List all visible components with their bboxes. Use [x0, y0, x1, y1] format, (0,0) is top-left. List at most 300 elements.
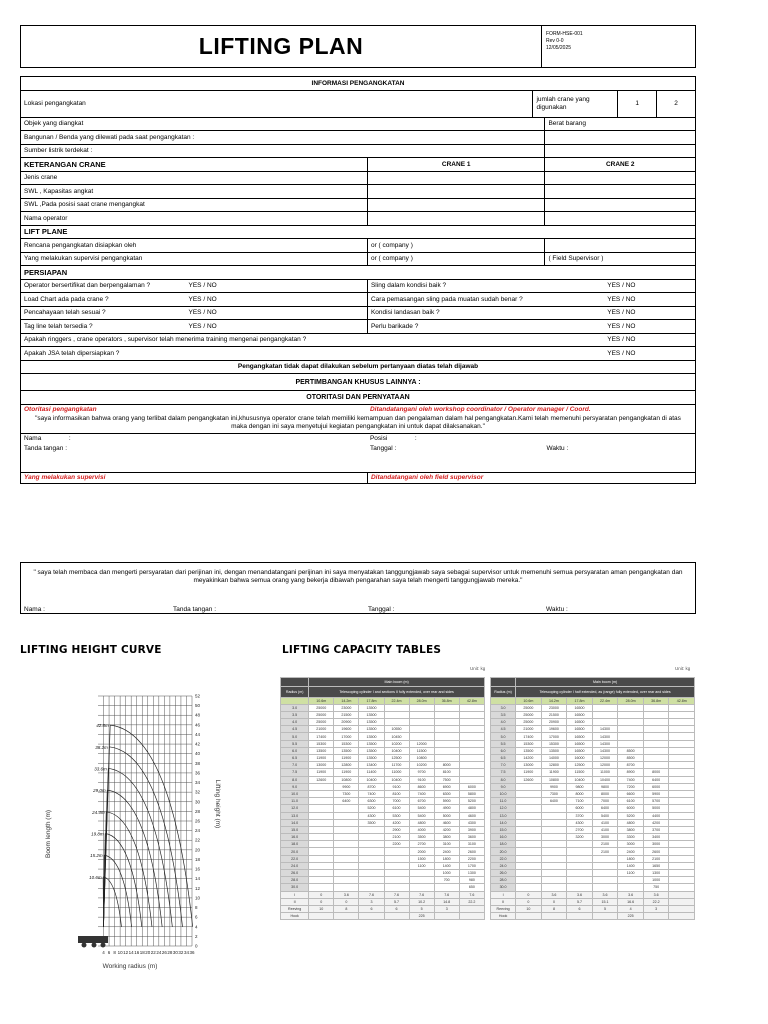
y-tick-label: 26 — [195, 818, 201, 824]
left-footer-cell: 8 — [334, 905, 359, 912]
boom-length-mark: 19.8m — [91, 831, 104, 837]
x-tick-label: 20 — [145, 950, 151, 955]
right-capacity-cell — [567, 848, 593, 855]
pernyataan-row — [21, 414, 695, 434]
right-capacity-cell: 7200 — [618, 783, 644, 790]
left-capacity-cell: 11000 — [384, 769, 409, 776]
left-capacity-cell: 1300 — [459, 870, 484, 877]
left-capacity-cell — [309, 841, 334, 848]
right-capacity-cell: 16500 — [567, 726, 593, 733]
y-tick-label: 44 — [195, 731, 201, 737]
left-footer-cell: 0 — [334, 898, 359, 905]
left-capacity-cell — [384, 711, 409, 718]
left-capacity-cell: 1500 — [409, 855, 434, 862]
right-capacity-cell — [516, 841, 542, 848]
right-capacity-cell: 8900 — [618, 769, 644, 776]
x-tick-label: 10 — [117, 950, 123, 955]
left-capacity-cell: 6400 — [334, 798, 359, 805]
x-tick-label: 6 — [107, 950, 111, 955]
q-sling: Sling dalam kondisi baik ? — [367, 280, 604, 293]
y-tick-label: 2 — [195, 933, 198, 939]
left-capacity-cell — [434, 711, 459, 718]
right-radius-cell: 4.5 — [491, 726, 516, 733]
q-jsa-answer[interactable]: YES / NO — [607, 349, 636, 357]
right-capacity-cell: 1100 — [618, 870, 644, 877]
left-footer-cell — [384, 913, 409, 920]
right-footer-cell: 22.2 — [643, 898, 669, 905]
right-table-row — [491, 719, 695, 726]
left-footer-cell: 6 — [359, 905, 384, 912]
lokasi-field[interactable]: Lokasi pengangkatan — [24, 100, 86, 107]
left-capacity-cell — [459, 733, 484, 740]
right-capacity-cell — [592, 711, 618, 718]
tanda-tangan-label[interactable]: Tanda tangan : — [24, 444, 68, 452]
form-number: FORM-HSE-001 — [546, 31, 583, 37]
left-capacity-cell — [334, 862, 359, 869]
right-boom-length-2: 17.8m — [567, 697, 593, 704]
left-capacity-cell — [309, 819, 334, 826]
left-capacity-cell — [309, 884, 334, 891]
left-capacity-cell: 10450 — [384, 733, 409, 740]
left-capacity-cell: 7400 — [359, 790, 384, 797]
right-capacity-cell — [643, 740, 669, 747]
x-tick-label: 8 — [113, 950, 116, 955]
right-footer-cell: Hook — [491, 913, 516, 920]
left-capacity-cell: 12800 — [334, 762, 359, 769]
right-footer-cell: 3.6 — [541, 891, 567, 898]
right-footer-cell — [669, 913, 695, 920]
bangunan-field[interactable]: Bangunan / Benda yang dilewati pada saat pengangkatan : — [24, 133, 195, 141]
supervisi-company[interactable]: or ( company ) — [367, 253, 544, 266]
right-capacity-cell: 9900 — [541, 783, 567, 790]
right-capacity-cell — [541, 855, 567, 862]
left-capacity-cell — [384, 884, 409, 891]
otoritasi-heading: OTORITASI DAN PERNYATAAN — [306, 393, 410, 401]
left-capacity-cell — [409, 884, 434, 891]
left-capacity-cell: 3100 — [434, 841, 459, 848]
left-boom-corner — [281, 697, 309, 704]
left-capacity-cell: 3500 — [359, 819, 384, 826]
right-capacity-cell — [618, 726, 644, 733]
boom-arc — [107, 790, 162, 927]
left-capacity-cell: 980 — [459, 877, 484, 884]
left-capacity-cell — [384, 862, 409, 869]
left-capacity-cell — [409, 726, 434, 733]
left-capacity-cell: 10550 — [384, 726, 409, 733]
rencana-extra[interactable] — [544, 239, 695, 252]
operator-label: Nama operator — [24, 214, 68, 222]
left-capacity-cell — [434, 740, 459, 747]
right-capacity-cell — [567, 884, 593, 891]
left-capacity-cell — [359, 834, 384, 841]
jumlah-crane-1[interactable]: 1 — [617, 91, 656, 117]
left-capacity-cell — [334, 805, 359, 812]
right-boom-length-5: 36.8m — [643, 697, 669, 704]
left-capacity-cell: 2200 — [384, 841, 409, 848]
left-capacity-cell — [309, 805, 334, 812]
left-footer-cell: 7.6 — [434, 891, 459, 898]
left-capacity-cell — [334, 812, 359, 819]
decl-tanggal[interactable]: Tanggal : — [368, 606, 395, 613]
sumber-field[interactable]: Sumber listrik terdekat : — [24, 147, 93, 155]
left-radius-cell: 22.0 — [281, 855, 309, 862]
right-table-row — [491, 841, 695, 848]
right-capacity-cell — [669, 726, 695, 733]
right-capacity-cell: 5700 — [643, 798, 669, 805]
left-table-row — [281, 862, 485, 869]
right-capacity-cell: 13000 — [516, 762, 542, 769]
right-capacity-cell — [541, 841, 567, 848]
jenis-crane1[interactable] — [367, 172, 544, 185]
left-capacity-cell: 1400 — [434, 862, 459, 869]
right-band-label: Main boom (m) — [516, 678, 695, 687]
left-capacity-cell: 3800 — [434, 834, 459, 841]
left-capacity-cell — [384, 877, 409, 884]
left-radius-cell: 9.0 — [281, 783, 309, 790]
keterangan-crane-row — [21, 158, 695, 172]
rencana-row — [21, 239, 695, 253]
left-footer-row — [281, 913, 485, 920]
left-capacity-cell: 25000 — [309, 711, 334, 718]
left-capacity-cell: 17000 — [334, 733, 359, 740]
right-table-row — [491, 870, 695, 877]
right-unit: Unit: kg — [675, 666, 691, 671]
left-footer-row — [281, 898, 485, 905]
left-capacity-cell: 8600 — [409, 783, 434, 790]
boom-length-mark: 24.4m — [92, 809, 105, 815]
right-table-row — [491, 769, 695, 776]
crane1-heading: CRANE 1 — [367, 158, 544, 171]
right-capacity-cell: 5200 — [618, 812, 644, 819]
right-capacity-cell — [592, 877, 618, 884]
operator-row — [21, 212, 695, 226]
left-capacity-cell: 10800 — [334, 776, 359, 783]
right-capacity-cell — [516, 812, 542, 819]
jenis-row — [21, 172, 695, 186]
left-capacity-cell: 3600 — [459, 834, 484, 841]
lifting-height-axis-label: Lifting height (m) — [214, 779, 221, 829]
right-radius-cell: 3.0 — [491, 704, 516, 711]
check-row-3 — [21, 307, 695, 321]
q-training: Apakah ringgers , crane operators , supervisor telah menerima training mengenai pengangkatan ? — [24, 336, 307, 344]
left-capacity-cell — [459, 740, 484, 747]
check-row-6 — [21, 347, 695, 361]
left-capacity-cell: 21000 — [309, 726, 334, 733]
y-tick-label: 34 — [195, 780, 201, 786]
q-load-chart-answer[interactable]: YES / NO — [188, 295, 217, 303]
q-cara-sling-answer[interactable]: YES / NO — [607, 295, 636, 303]
rencana-company[interactable]: or ( company ) — [367, 239, 544, 252]
right-capacity-cell — [643, 704, 669, 711]
x-tick-label: 30 — [172, 950, 178, 955]
right-capacity-cell — [669, 834, 695, 841]
left-capacity-cell — [309, 812, 334, 819]
left-capacity-cell — [409, 704, 434, 711]
boom-length-mark: 29.0m — [93, 788, 106, 794]
right-capacity-cell: 9800 — [592, 783, 618, 790]
right-capacity-cell: 2700 — [567, 826, 593, 833]
y-tick-label: 6 — [195, 914, 198, 920]
right-capacity-cell — [669, 877, 695, 884]
left-capacity-cell: 4300 — [359, 812, 384, 819]
right-capacity-cell: 4200 — [643, 819, 669, 826]
right-capacity-cell — [669, 769, 695, 776]
right-capacity-cell — [643, 733, 669, 740]
x-tick-label: 32 — [178, 950, 184, 955]
left-table-row — [281, 711, 485, 718]
swl-posisi-row — [21, 199, 695, 213]
decl-waktu[interactable]: Waktu : — [546, 606, 568, 613]
right-capacity-cell: 4800 — [618, 819, 644, 826]
right-footer-cell: 3.6 — [643, 891, 669, 898]
right-capacity-cell — [618, 711, 644, 718]
right-capacity-cell: 14300 — [592, 740, 618, 747]
right-capacity-cell: 12000 — [592, 755, 618, 762]
right-capacity-cell: 3000 — [618, 841, 644, 848]
left-capacity-cell: 1700 — [459, 862, 484, 869]
right-footer-row — [491, 913, 695, 920]
right-boom-length-0: 10.6m — [516, 697, 542, 704]
left-capacity-cell: 7000 — [384, 798, 409, 805]
right-boom-length-3: 22.4m — [592, 697, 618, 704]
right-footer-row — [491, 891, 695, 898]
right-table-row — [491, 834, 695, 841]
objek-row — [21, 118, 695, 132]
right-capacity-cell: 2100 — [643, 855, 669, 862]
objek-field[interactable]: Objek yang diangkat — [24, 120, 84, 128]
right-footer-cell: 3 — [643, 905, 669, 912]
left-capacity-cell — [384, 704, 409, 711]
right-capacity-cell — [669, 762, 695, 769]
right-capacity-cell: 5000 — [643, 805, 669, 812]
left-footer-cell: II — [281, 898, 309, 905]
q-pencahayaan-answer[interactable]: YES / NO — [188, 309, 217, 317]
q-jsa: Apakah JSA telah dipersiapkan ? — [24, 349, 120, 357]
y-tick-label: 14 — [195, 876, 201, 882]
q-operator: Operator bersertifikat dan berpengalaman ? — [24, 282, 151, 290]
left-table-row — [281, 704, 485, 711]
right-table-row — [491, 755, 695, 762]
right-footer-cell — [592, 913, 618, 920]
right-capacity-cell: 6400 — [592, 805, 618, 812]
field-supervisor[interactable]: ( Field Supervisor ) — [544, 253, 695, 266]
rencana-label: Rencana pengangkatan disiapkan oleh — [24, 241, 137, 249]
left-capacity-cell — [409, 719, 434, 726]
boom-arc — [103, 877, 121, 927]
persiapan-heading: PERSIAPAN — [24, 267, 68, 277]
right-table-row — [491, 884, 695, 891]
left-capacity-cell: 6700 — [409, 798, 434, 805]
right-capacity-cell: 12000 — [592, 762, 618, 769]
berat-field[interactable]: Berat barang — [544, 118, 695, 131]
y-tick-label: 8 — [195, 905, 198, 911]
right-capacity-cell: 7000 — [592, 798, 618, 805]
right-footer-cell: 0 — [541, 898, 567, 905]
q-training-answer[interactable]: YES / NO — [607, 336, 636, 344]
right-footer-cell — [669, 905, 695, 912]
ditandatangani-workshop: Ditandatangani oleh workshop coordinator / Operator manager / Coord. — [369, 405, 591, 413]
operator-crane1[interactable] — [367, 212, 544, 225]
left-radius-cell: 26.0 — [281, 870, 309, 877]
lifting-plan-form — [20, 76, 696, 484]
lifting-height-curve-chart — [40, 684, 240, 974]
left-capacity-cell — [459, 719, 484, 726]
left-footer-cell — [309, 913, 334, 920]
left-capacity-cell — [359, 841, 384, 848]
left-table-row — [281, 870, 485, 877]
right-capacity-cell — [643, 726, 669, 733]
right-capacity-cell: 3400 — [643, 834, 669, 841]
left-footer-cell: 3 — [359, 898, 384, 905]
right-capacity-cell — [592, 884, 618, 891]
left-capacity-cell — [334, 884, 359, 891]
left-capacity-cell — [459, 755, 484, 762]
right-capacity-cell: 14000 — [541, 755, 567, 762]
right-capacity-cell: 10400 — [592, 776, 618, 783]
right-footer-cell: 10 — [516, 905, 542, 912]
y-tick-label: 22 — [195, 837, 201, 843]
swl-posisi-crane2[interactable] — [544, 199, 695, 212]
posisi-colon[interactable]: : — [414, 434, 417, 442]
left-capacity-cell — [434, 755, 459, 762]
right-radius-cell: 26.0 — [491, 870, 516, 877]
right-table-row — [491, 826, 695, 833]
right-capacity-cell — [618, 704, 644, 711]
left-footer-cell: 0 — [309, 891, 334, 898]
right-footer-row — [491, 905, 695, 912]
left-boom-length-0: 10.6m — [309, 697, 334, 704]
jenis-crane2[interactable] — [544, 172, 695, 185]
left-sub-row — [281, 686, 485, 697]
right-capacity-cell — [516, 855, 542, 862]
right-capacity-cell — [669, 747, 695, 754]
right-footer-cell: 3.6 — [618, 891, 644, 898]
swl-kapasitas-label: SWL , Kapasitas angkat — [24, 187, 94, 195]
swl-posisi-crane1[interactable] — [367, 199, 544, 212]
left-capacity-cell: 4300 — [459, 819, 484, 826]
left-capacity-cell — [459, 711, 484, 718]
right-capacity-cell — [669, 805, 695, 812]
warning-row — [21, 361, 695, 375]
right-capacity-cell — [541, 870, 567, 877]
right-capacity-cell: 21000 — [516, 726, 542, 733]
supervisi-label: Yang melakukan supervisi pengangkatan — [24, 255, 143, 263]
q-load-chart: Load Chart ada pada crane ? — [24, 295, 109, 303]
q-sling-answer[interactable]: YES / NO — [607, 282, 636, 290]
right-capacity-cell: 8000 — [567, 790, 593, 797]
right-capacity-cell: 1800 — [618, 855, 644, 862]
right-boom-length-row — [491, 697, 695, 704]
left-table-row — [281, 790, 485, 797]
q-tag-line-answer[interactable]: YES / NO — [188, 322, 217, 330]
left-radius-cell: 13.0 — [281, 812, 309, 819]
swl-kapasitas-crane1[interactable] — [367, 185, 544, 198]
right-radius-cell: 7.0 — [491, 762, 516, 769]
right-capacity-cell: 3000 — [643, 841, 669, 848]
q-barikade-answer[interactable]: YES / NO — [607, 322, 636, 330]
jumlah-crane-2[interactable]: 2 — [656, 91, 695, 117]
left-capacity-cell — [409, 711, 434, 718]
left-capacity-cell: 17400 — [309, 733, 334, 740]
decl-nama[interactable]: Nama : — [24, 606, 45, 613]
right-capacity-cell — [669, 870, 695, 877]
y-tick-label: 40 — [195, 751, 201, 757]
left-capacity-cell: 11400 — [359, 769, 384, 776]
right-footer-cell: 225 — [618, 913, 644, 920]
right-footer-cell: 3.6 — [592, 891, 618, 898]
x-tick-label: 4 — [102, 950, 105, 955]
right-capacity-cell: 25000 — [516, 704, 542, 711]
q-landasan-answer[interactable]: YES / NO — [607, 309, 636, 317]
left-capacity-cell: 13500 — [359, 719, 384, 726]
right-capacity-cell — [669, 711, 695, 718]
swl-kapasitas-crane2[interactable] — [544, 185, 695, 198]
right-capacity-cell: 17000 — [541, 733, 567, 740]
otoritasi-title-row — [21, 391, 695, 405]
right-capacity-cell: 14300 — [592, 733, 618, 740]
pernyataan-text: "saya informasikan bahwa orang yang terlibat dalam pengangkatan ini,khususnya operator crane telah memiliki kemampuan dan pengalaman dalam hal pengangkatan.Kami telah memenuhi persyaratan pengangkatan di atas maka dengan ini saya menyetujui kegiatan pengangkatan ini untuk dapat dilaksanakan." — [35, 415, 681, 430]
sumber-extra[interactable] — [544, 145, 695, 158]
posisi-label: Posisi — [369, 434, 388, 442]
right-capacity-cell: 9800 — [567, 783, 593, 790]
right-capacity-cell: 20900 — [541, 719, 567, 726]
right-capacity-cell — [516, 848, 542, 855]
left-table-row — [281, 848, 485, 855]
right-table-row — [491, 812, 695, 819]
tanggal-label[interactable]: Tanggal : — [369, 444, 397, 452]
operator-crane2[interactable] — [544, 212, 695, 225]
crane-body-icon — [78, 936, 108, 943]
left-capacity-cell: 25000 — [309, 704, 334, 711]
left-capacity-cell: 7400 — [409, 790, 434, 797]
right-capacity-cell — [541, 834, 567, 841]
left-radius-cell: 7.0 — [281, 762, 309, 769]
left-radius-cell: 18.0 — [281, 841, 309, 848]
waktu-label[interactable]: Waktu : — [546, 444, 569, 452]
left-capacity-cell: 11900 — [334, 755, 359, 762]
right-table-row — [491, 704, 695, 711]
right-capacity-cell: 10800 — [541, 776, 567, 783]
right-capacity-cell: 12800 — [541, 762, 567, 769]
right-capacity-cell — [669, 719, 695, 726]
right-radius-cell: 9.0 — [491, 783, 516, 790]
warning-text: Pengangkatan tidak dapat dilakukan sebelum pertanyaan diatas telah dijawab — [237, 363, 479, 371]
nama-colon[interactable]: : — [68, 434, 71, 442]
right-capacity-cell: 2400 — [618, 848, 644, 855]
decl-tanda-tangan[interactable]: Tanda tangan : — [173, 606, 217, 613]
right-capacity-cell: 4400 — [643, 812, 669, 819]
right-band-row — [491, 678, 695, 687]
right-capacity-cell: 5900 — [643, 790, 669, 797]
right-capacity-cell — [516, 862, 542, 869]
x-tick-label: 18 — [139, 950, 145, 955]
left-capacity-cell: 25000 — [309, 719, 334, 726]
left-capacity-cell — [334, 841, 359, 848]
right-capacity-cell — [643, 719, 669, 726]
left-capacity-cell: 3900 — [459, 826, 484, 833]
yang-supervisi: Yang melakukan supervisi — [24, 474, 106, 481]
q-tag-line: Tag line telah tersedia ? — [24, 322, 93, 330]
q-operator-answer[interactable]: YES / NO — [188, 282, 217, 290]
left-capacity-cell: 2000 — [409, 848, 434, 855]
bangunan-extra[interactable] — [544, 131, 695, 144]
left-capacity-cell — [309, 790, 334, 797]
right-radius-cell: 7.5 — [491, 769, 516, 776]
left-capacity-cell: 9100 — [384, 783, 409, 790]
working-radius-axis-label: Working radius (m) — [102, 963, 158, 970]
y-tick-label: 50 — [195, 703, 201, 709]
left-capacity-cell — [434, 719, 459, 726]
